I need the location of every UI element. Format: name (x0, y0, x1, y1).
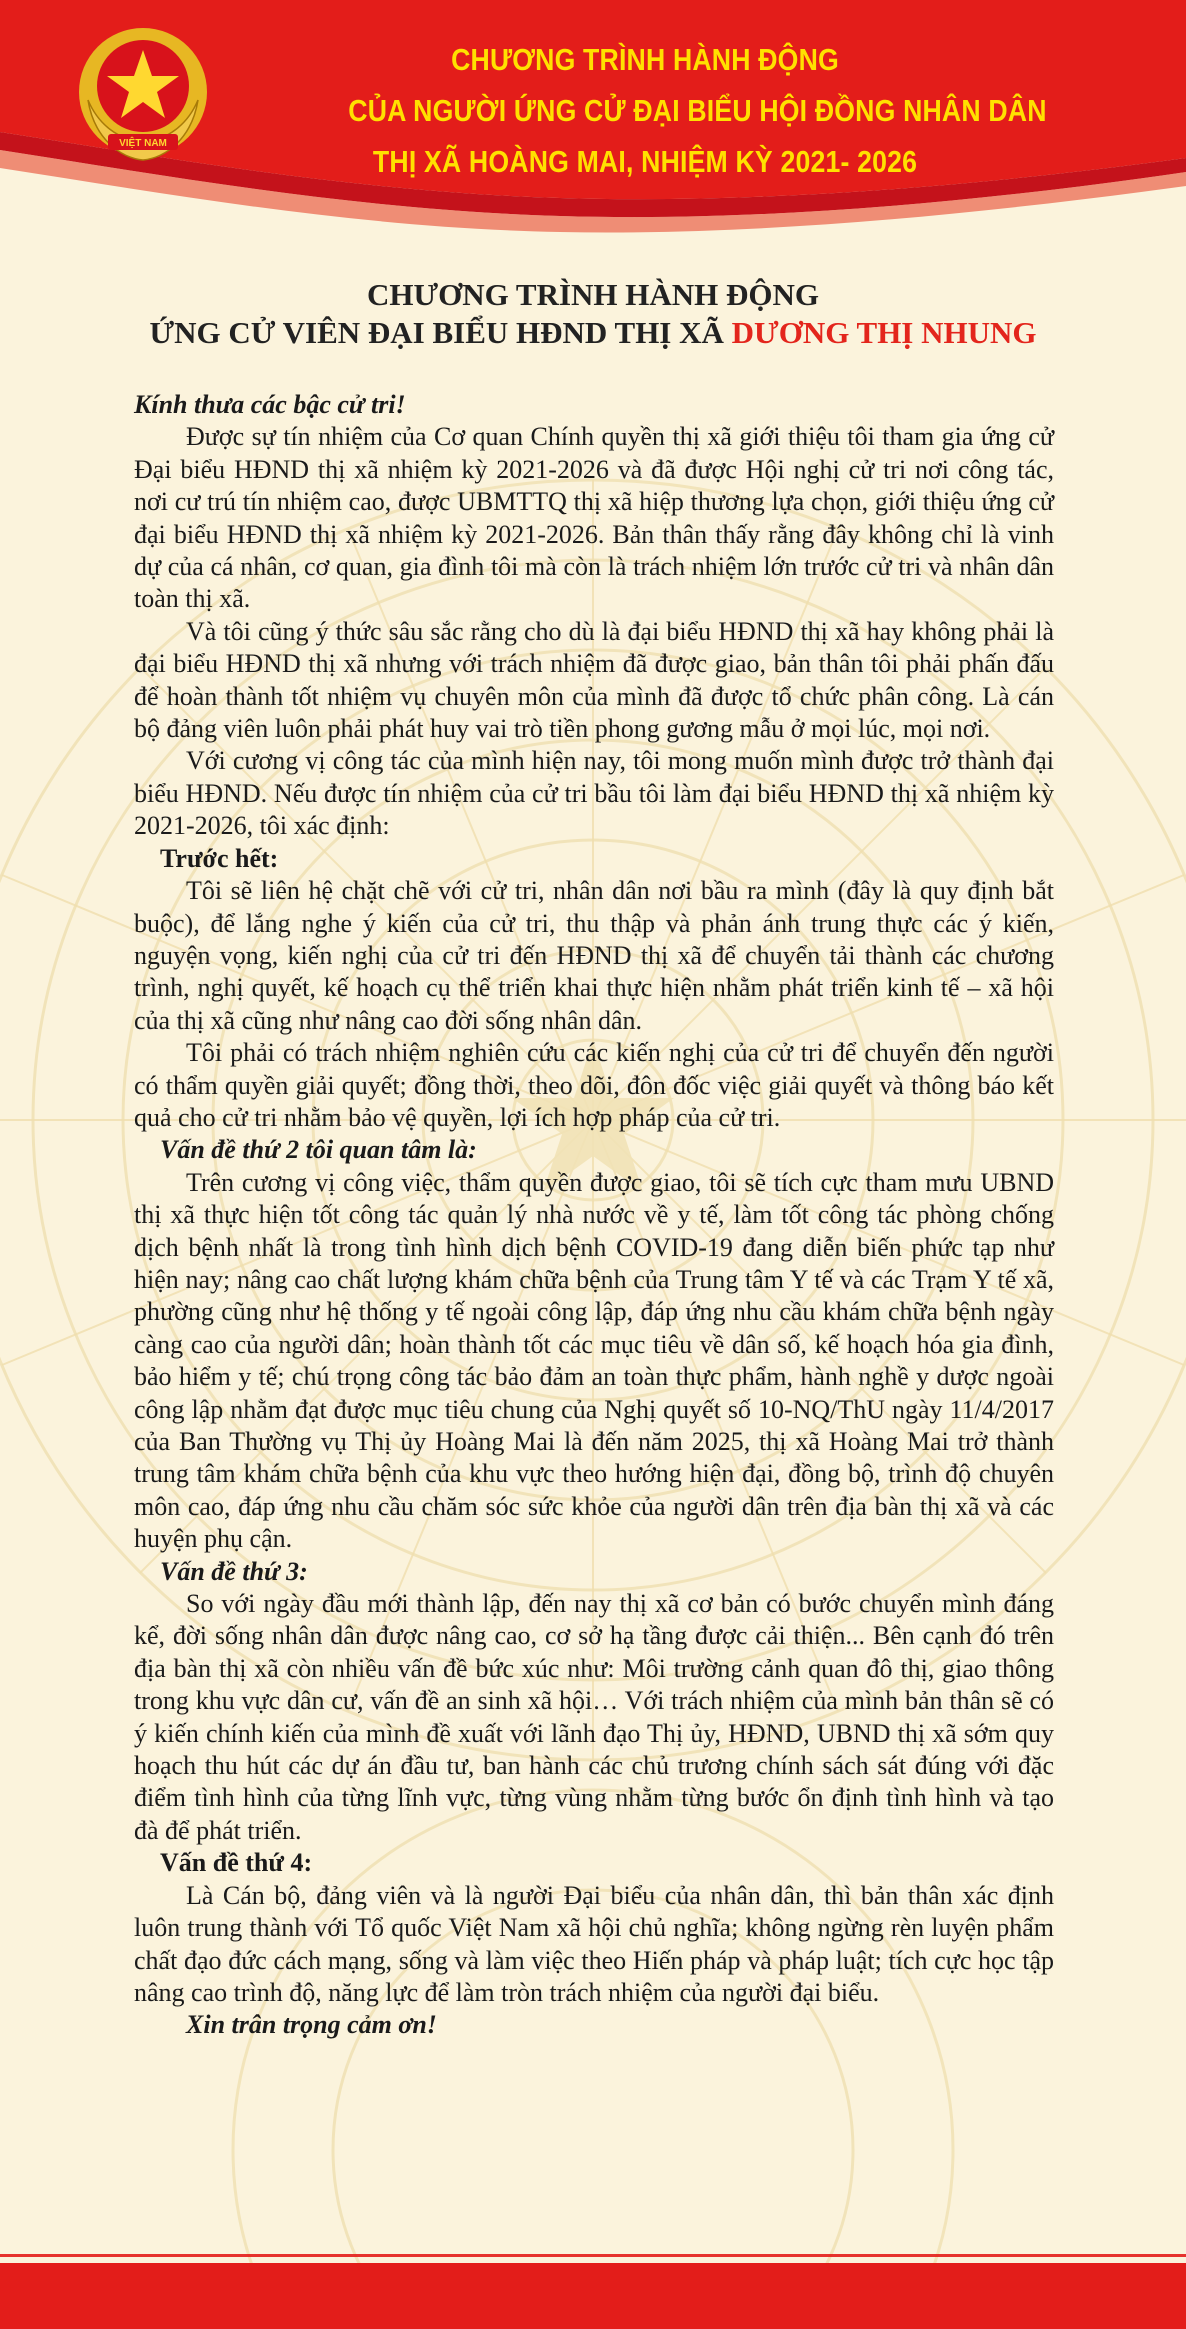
paragraph-2: Và tôi cũng ý thức sâu sắc rằng cho dù là đại biểu HĐND thị xã hay không phải là đại biểu HĐND thị xã nhưng với trách nhiệm đã được giao, bản thân tôi phải phấn đấu để hoàn thành tốt nhiệm vụ chuyên môn của mình đã được tổ chức phân công. Là cán bộ đảng viên luôn phải phát huy vai trò tiền phong gương mẫu ở mọi lúc, mọi nơi. (134, 616, 1054, 744)
paragraph-1: Được sự tín nhiệm của Cơ quan Chính quyền thị xã giới thiệu tôi tham gia ứng cử Đại biểu HĐND thị xã nhiệm kỳ 2021-2026 và đã được Hội nghị cử tri nơi công tác, nơi cư trú tín nhiệm cao, được UBMTTQ thị xã hiệp thương lựa chọn, giới thiệu ứng cử đại biểu HĐND thị xã nhiệm kỳ 2021-2026. Bản thân thấy rằng đây không chỉ là vinh dự của cá nhân, cơ quan, gia đình tôi mà còn là trách nhiệm lớn trước cử tri và nhân dân toàn thị xã. (134, 422, 1054, 614)
footer-divider (0, 2254, 1186, 2257)
paragraph-8: Là Cán bộ, đảng viên và là người Đại biểu của nhân dân, thì bản thân xác định luôn trung thành với Tổ quốc Việt Nam xã hội chủ nghĩa; không ngừng rèn luyện phẩm chất đạo đức cách mạng, sống và làm việc theo Hiến pháp và pháp luật; tích cực học tập nâng cao trình độ, năng lực để làm tròn trách nhiệm của người đại biểu. (134, 1880, 1054, 2007)
greeting: Kính thưa các bậc cử tri! (134, 390, 406, 419)
banner-line-3: THỊ XÃ HOÀNG MAI, NHIỆM KỲ 2021- 2026 (372, 144, 918, 179)
heading-issue-3 (134, 1556, 1054, 1588)
heading-issue-4-text: Vấn đề thứ 4: (160, 1848, 313, 1878)
banner-line-2: CỦA NGƯỜI ỨNG CỬ ĐẠI BIỂU HỘI ĐỒNG NHÂN DÂN (348, 93, 1047, 128)
emblem-text: VIỆT NAM (119, 138, 167, 149)
heading-issue-3-text: Vấn đề thứ 3: (160, 1556, 308, 1586)
paragraph-6: Trên cương vị công việc, thẩm quyền được giao, tôi sẽ tích cực tham mưu UBND thị xã thực hiện tốt công tác quản lý nhà nước về y tế, làm tốt công tác phòng chống dịch bệnh nhất là trong tình hình dịch bệnh COVID-19 đang diễn biến phức tạp như hiện nay; nâng cao chất lượng khám chữa bệnh của Trung tâm Y tế và các Trạm Y tế xã, phường cũng như hệ thống y tế ngoài công lập, đáp ứng nhu cầu khám chữa bệnh ngày càng cao của người dân; hoàn thành tốt các mục tiêu về dân số, kế hoạch hóa gia đình, bảo hiểm y tế; chú trọng công tác bảo đảm an toàn thực phẩm, hành nghề y dược ngoài công lập nhằm đạt được mục tiêu chung của Nghị quyết số 10-NQ/ThU ngày 11/4/2017 của Ban Thường vụ Thị ủy Hoàng Mai là đến năm 2025, thị xã Hoàng Mai trở thành trung tâm khám chữa bệnh của khu vực theo hướng hiện đại, đồng bộ, trình độ chuyên môn cao, đáp ứng nhu cầu chăm sóc sức khỏe của người dân trên địa bàn thị xã và các huyện phụ cận. (134, 1167, 1054, 1554)
heading-first (134, 843, 1054, 875)
title-line-2 (0, 314, 1186, 352)
paragraph-3: Với cương vị công tác của mình hiện nay, tôi mong muốn mình được trở thành đại biểu HĐND. Nếu được tín nhiệm của cử tri bầu tôi làm đại biểu HĐND thị xã nhiệm kỳ 2021-2026, tôi xác định: (134, 746, 1054, 841)
paragraph-4: Tôi sẽ liên hệ chặt chẽ với cử tri, nhân dân nơi bầu ra mình (đây là quy định bắt buộc), để lắng nghe ý kiến của cử tri, thu thập và phản ánh trung thực các ý kiến, nguyện vọng, kiến nghị của cử tri đến HĐND thị xã để chuyển tải thành các chương trình, nghị quyết, kế hoạch cụ thể triển khai thực hiện nhằm phát triển kinh tế – xã hội của thị xã cũng như nâng cao đời sống nhân dân. (134, 876, 1054, 1035)
title-prefix: ỨNG CỬ VIÊN ĐẠI BIỂU HĐND THỊ XÃ (149, 315, 724, 350)
banner-title (348, 34, 1047, 187)
national-emblem-icon (68, 20, 218, 170)
footer-bar (0, 2263, 1186, 2329)
closing: Xin trân trọng cảm ơn! (186, 2010, 437, 2040)
document-title (0, 276, 1186, 352)
title-line-1: CHƯƠNG TRÌNH HÀNH ĐỘNG (366, 277, 820, 312)
heading-issue-4 (134, 1847, 1054, 1879)
banner-line-1: CHƯƠNG TRÌNH HÀNH ĐỘNG (451, 42, 839, 77)
heading-first-text: Trước hết: (160, 843, 279, 873)
paragraph-7: So với ngày đầu mới thành lập, đến nay thị xã cơ bản có bước chuyển mình đáng kể, đời sống nhân dân được nâng cao, cơ sở hạ tầng được cải thiện... Bên cạnh đó trên địa bàn thị xã còn nhiều vấn đề bức xúc như: Môi trường cảnh quan đô thị, giao thông trong khu vực dân cư, vấn đề an sinh xã hội… Với trách nhiệm của mình bản thân sẽ có ý kiến chính kiến của mình đề xuất với lãnh đạo Thị ủy, HĐND, UBND thị xã sớm quy hoạch thu hút các dự án đầu tư, ban hành các chủ trương chính sách sát đúng với đặc điểm tình hình của từng lĩnh vực, từng vùng nhằm từng bước ổn định tình hình và tạo đà để phát triển. (134, 1589, 1054, 1845)
paragraph-5: Tôi phải có trách nhiệm nghiên cứu các kiến nghị của cử tri để chuyển đến người có thẩm quyền giải quyết; đồng thời, theo dõi, đôn đốc việc giải quyết và thông báo kết quả cho cử tri nhằm bảo vệ quyền, lợi ích hợp pháp của cử tri. (134, 1038, 1054, 1132)
candidate-name: DƯƠNG THỊ NHUNG (731, 315, 1037, 350)
body-text (134, 389, 1054, 2042)
heading-issue-2-text: Vấn đề thứ 2 tôi quan tâm là: (160, 1135, 477, 1165)
heading-issue-2 (134, 1134, 1054, 1166)
